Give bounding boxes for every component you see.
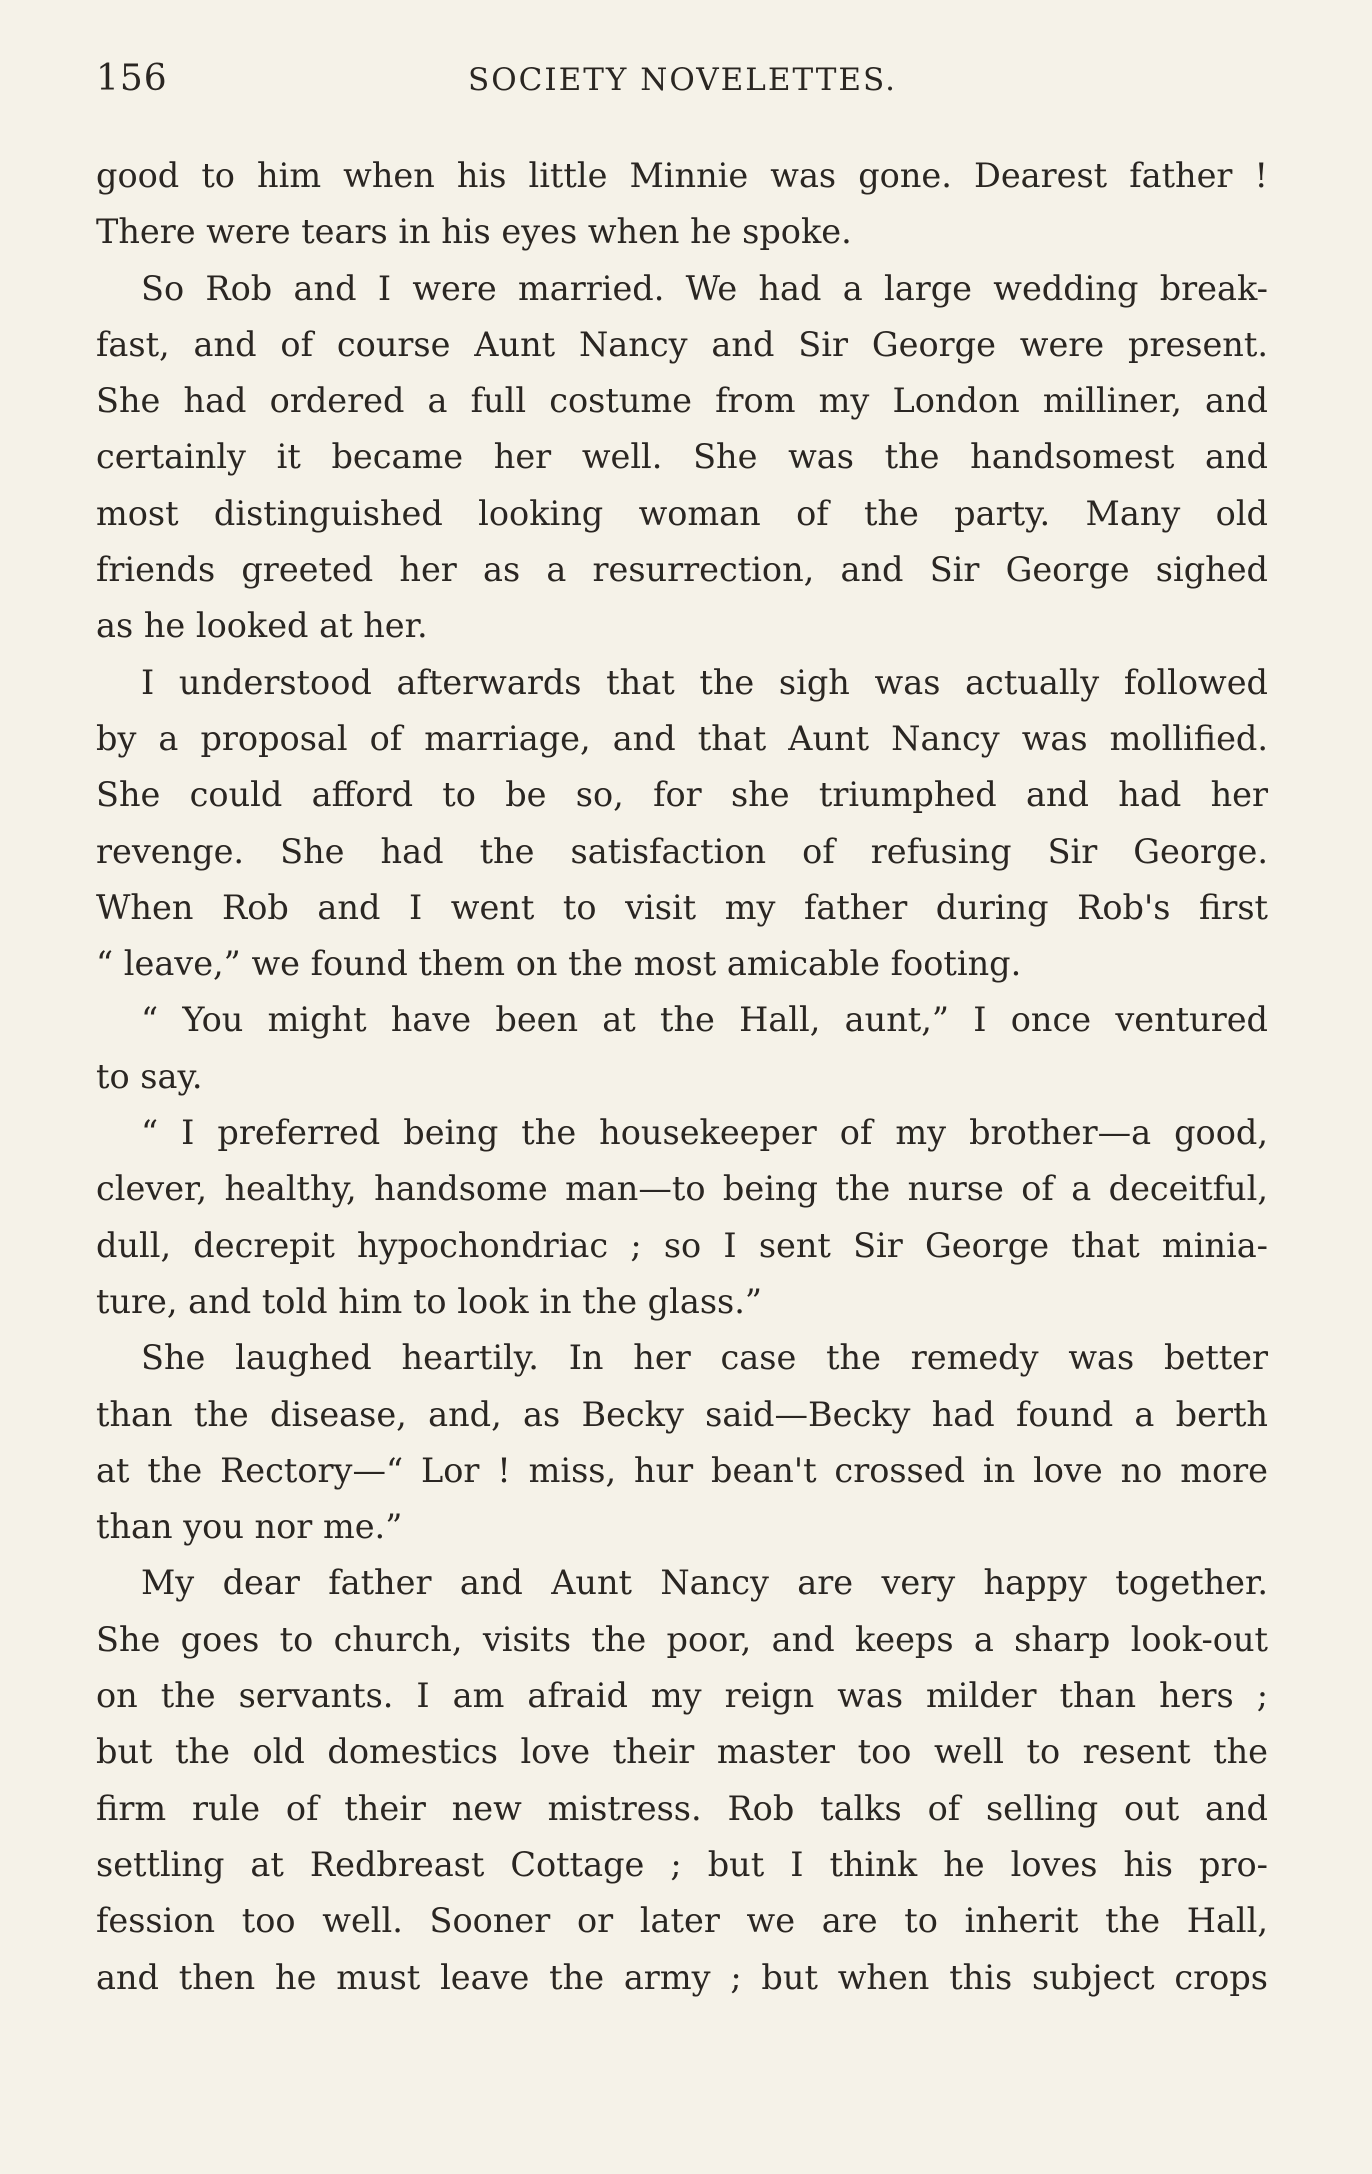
text-line: but the old domestics love their master too well to resent the — [96, 1732, 1268, 1772]
text-line: by a proposal of marriage, and that Aunt Nancy was mollified. — [96, 718, 1268, 758]
text-line: revenge. She had the satisfaction of refusing Sir George. — [96, 831, 1268, 871]
text-line: clever, healthy, handsome man—to being the nurse of a deceitful, — [96, 1169, 1268, 1209]
text-line: She had ordered a full costume from my London milliner, and — [96, 381, 1268, 421]
text-line: She goes to church, visits the poor, and keeps a sharp look-out — [96, 1619, 1268, 1659]
text-line: She could afford to be so, for she triumphed and had her — [96, 775, 1268, 815]
text-line: friends greeted her as a resurrection, and Sir George sighed — [96, 550, 1268, 590]
text-line: good to him when his little Minnie was gone. Dearest father ! — [96, 156, 1268, 195]
text-line: fession too well. Sooner or later we are to inherit the Hall, — [96, 1901, 1268, 1941]
running-head: SOCIETY NOVELETTES. — [468, 62, 898, 98]
text-line: “ leave,” we found them on the most amicable footing. — [96, 944, 1022, 984]
text-line: and then he must leave the army ; but when this subject crops — [96, 1957, 1268, 1997]
text-line: “ I preferred being the housekeeper of my brother—a good, — [141, 1113, 1268, 1153]
text-line: So Rob and I were married. We had a large wedding break- — [141, 268, 1268, 308]
text-line: dull, decrepit hypochondriac ; so I sent Sir George that minia- — [96, 1225, 1268, 1265]
page-header — [96, 58, 1268, 108]
text-line: at the Rectory—“ Lor ! miss, hur bean't crossed in love no more — [96, 1450, 1268, 1490]
text-line: most distinguished looking woman of the party. Many old — [96, 493, 1268, 533]
page-number: 156 — [96, 58, 168, 99]
text-line: than the disease, and, as Becky said—Becky had found a berth — [96, 1394, 1268, 1434]
text-line: ture, and told him to look in the glass.” — [96, 1281, 762, 1321]
text-line: firm rule of their new mistress. Rob talks of selling out and — [96, 1788, 1268, 1828]
body-text — [96, 148, 1268, 2006]
text-line: When Rob and I went to visit my father during Rob's first — [96, 887, 1268, 927]
text-line: There were tears in his eyes when he spoke. — [96, 212, 852, 252]
text-line: settling at Redbreast Cottage ; but I think he loves his pro- — [96, 1844, 1268, 1884]
text-line: than you nor me.” — [96, 1507, 403, 1547]
text-line: to say. — [96, 1056, 203, 1096]
text-line: “ You might have been at the Hall, aunt,” I once ventured — [141, 1000, 1268, 1040]
text-line: fast, and of course Aunt Nancy and Sir George were present. — [96, 324, 1268, 364]
text-line: as he looked at her. — [96, 606, 428, 646]
text-line: on the servants. I am afraid my reign was milder than hers ; — [96, 1676, 1268, 1716]
text-line: I understood afterwards that the sigh was actually followed — [141, 662, 1268, 702]
text-line: certainly it became her well. She was the handsomest and — [96, 437, 1268, 477]
text-line: She laughed heartily. In her case the remedy was better — [141, 1338, 1268, 1378]
text-line: My dear father and Aunt Nancy are very happy together. — [141, 1563, 1268, 1603]
